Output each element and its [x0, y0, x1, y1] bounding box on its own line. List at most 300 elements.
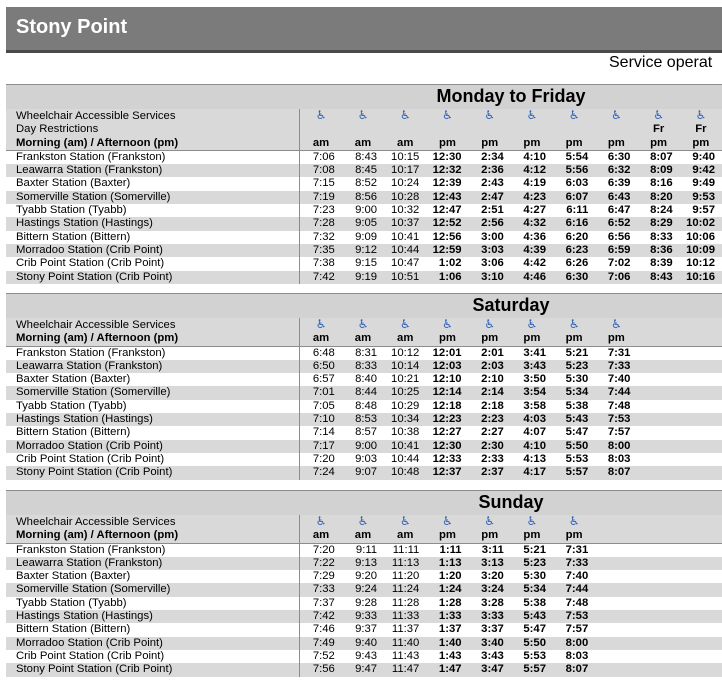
header-cell: am — [384, 137, 426, 151]
departure-time: 8:16 — [650, 177, 673, 190]
departure-time: 5:47 — [565, 426, 589, 439]
departure-time: 1:33 — [426, 610, 468, 623]
departure-time: 9:40 — [342, 637, 384, 650]
section-header — [6, 490, 722, 515]
station-name: Hastings Station (Hastings) — [6, 217, 300, 230]
departure-time: 4:17 — [511, 466, 553, 479]
station-name: Frankston Station (Frankston) — [6, 346, 300, 360]
departure-time: 10:38 — [391, 426, 420, 439]
departure-time: 9:00 — [355, 204, 378, 217]
table-row — [6, 257, 722, 270]
row-label: Morning (am) / Afternoon (pm) — [6, 137, 300, 151]
wheelchair-icon: ♿ — [680, 109, 722, 123]
departure-time: 8:56 — [342, 191, 384, 204]
departure-time: 10:12 — [391, 346, 420, 359]
departure-time — [680, 360, 722, 373]
departure-time — [637, 373, 679, 386]
departure-time: 11:43 — [391, 649, 420, 662]
departure-time: 7:35 — [300, 244, 342, 257]
departure-time: 7:40 — [607, 373, 631, 386]
header-cell — [595, 123, 637, 136]
departure-time: 7:28 — [300, 217, 342, 230]
station-name: Morradoo Station (Crib Point) — [6, 244, 300, 257]
departure-time: 7:08 — [300, 164, 342, 177]
station-name: Leawarra Station (Frankston) — [6, 360, 300, 373]
departure-time: 7:14 — [312, 426, 335, 439]
departure-time: 9:28 — [355, 596, 378, 609]
departure-time: 7:42 — [300, 271, 342, 284]
page-title: Stony Point — [16, 16, 128, 38]
header-cell: pm — [595, 332, 637, 346]
departure-time — [680, 650, 722, 663]
departure-time: 12:10 — [432, 373, 462, 386]
departure-time: 3:33 — [469, 610, 511, 623]
departure-time: 11:11 — [392, 543, 420, 556]
departure-time — [680, 583, 722, 596]
wheelchair-icon: ♿ — [300, 318, 342, 332]
departure-time: 11:33 — [384, 610, 426, 623]
departure-time: 7:31 — [607, 346, 631, 359]
table-row — [6, 177, 722, 190]
header-cell: am — [300, 332, 342, 346]
departure-time: 4:10 — [511, 440, 553, 453]
departure-time: 3:37 — [481, 623, 504, 636]
header-cell — [511, 123, 553, 136]
departure-time: 8:31 — [355, 346, 378, 359]
header-cell: am — [384, 332, 426, 346]
departure-time: 12:14 — [426, 386, 468, 399]
table-header-row — [6, 123, 722, 136]
departure-time: 11:40 — [384, 637, 426, 650]
departure-time: 6:20 — [565, 230, 589, 243]
departure-time: 7:53 — [595, 413, 637, 426]
departure-time — [595, 650, 637, 663]
departure-time: 3:28 — [481, 596, 504, 609]
departure-time: 8:09 — [637, 164, 679, 177]
wheelchair-icon: ♿ — [384, 515, 426, 529]
station-name: Bittern Station (Bittern) — [6, 623, 300, 636]
header-cell: pm — [426, 332, 468, 346]
departure-time: 10:09 — [680, 244, 722, 257]
departure-time — [680, 663, 722, 676]
departure-time: 2:30 — [469, 440, 511, 453]
departure-time: 1:28 — [438, 596, 462, 609]
departure-time — [637, 453, 679, 466]
departure-time: 7:20 — [312, 543, 335, 556]
departure-time — [637, 610, 679, 623]
departure-time: 9:42 — [680, 164, 722, 177]
departure-time: 10:21 — [391, 373, 420, 386]
departure-time: 5:38 — [565, 399, 589, 412]
departure-time: 9:49 — [692, 177, 715, 190]
departure-time: 1:37 — [438, 623, 462, 636]
departure-time: 6:23 — [553, 244, 595, 257]
table-row — [6, 570, 722, 583]
table-row — [6, 597, 722, 610]
station-name: Stony Point Station (Crib Point) — [6, 663, 300, 676]
timetable — [6, 318, 722, 480]
table-row — [6, 663, 722, 676]
departure-time: 8:48 — [355, 399, 378, 412]
wheelchair-icon — [637, 318, 679, 332]
wheelchair-row — [6, 318, 722, 332]
wheelchair-icon: ♿ — [469, 318, 511, 332]
departure-time: 10:44 — [384, 244, 426, 257]
departure-time: 7:44 — [595, 386, 637, 399]
departure-time: 1:24 — [426, 583, 468, 596]
wheelchair-icon: ♿ — [511, 318, 553, 332]
departure-time: 8:24 — [650, 204, 673, 217]
departure-time: 6:03 — [565, 177, 589, 190]
departure-time — [680, 386, 722, 399]
table-row — [6, 637, 722, 650]
departure-time: 7:49 — [300, 637, 342, 650]
departure-time — [680, 543, 722, 557]
departure-time: 7:56 — [300, 663, 342, 676]
departure-time: 3:00 — [481, 230, 504, 243]
departure-time: 8:20 — [637, 191, 679, 204]
departure-time: 2:23 — [469, 413, 511, 426]
departure-time: 8:29 — [637, 217, 679, 230]
station-name: Somerville Station (Somerville) — [6, 583, 300, 596]
wheelchair-icon: ♿ — [637, 109, 679, 123]
departure-time: 4:12 — [511, 164, 553, 177]
table-row — [6, 426, 722, 439]
departure-time: 9:19 — [342, 271, 384, 284]
departure-time: 5:43 — [553, 413, 595, 426]
departure-time: 5:43 — [511, 610, 553, 623]
header-cell: pm — [637, 137, 679, 151]
departure-time — [637, 386, 679, 399]
table-header-row — [6, 529, 722, 543]
departure-time: 1:47 — [426, 663, 468, 676]
station-name: Baxter Station (Baxter) — [6, 570, 300, 583]
departure-time: 6:56 — [607, 230, 631, 243]
departure-time: 3:50 — [523, 373, 547, 386]
departure-time: 2:01 — [481, 346, 504, 359]
departure-time: 7:15 — [312, 177, 335, 190]
service-note: Service operat — [609, 54, 713, 71]
station-name: Leawarra Station (Frankston) — [6, 557, 300, 570]
departure-time: 5:57 — [553, 466, 595, 479]
departure-time: 6:47 — [607, 204, 631, 217]
departure-time: 7:44 — [553, 583, 595, 596]
departure-time — [637, 557, 679, 570]
wheelchair-icon: ♿ — [342, 109, 384, 123]
departure-time: 3:10 — [469, 271, 511, 284]
station-name: Crib Point Station (Crib Point) — [6, 650, 300, 663]
departure-time: 8:40 — [355, 373, 378, 386]
header-cell — [426, 123, 468, 136]
table-row — [6, 164, 722, 177]
departure-time: 8:43 — [637, 271, 679, 284]
departure-time: 5:38 — [523, 596, 547, 609]
departure-time — [637, 623, 679, 636]
header-cell: am — [384, 529, 426, 543]
departure-time: 9:13 — [342, 557, 384, 570]
header-cell: pm — [469, 332, 511, 346]
header-cell: pm — [595, 137, 637, 151]
wheelchair-icon: ♿ — [384, 109, 426, 123]
departure-time: 8:45 — [342, 164, 384, 177]
departure-time: 10:24 — [391, 177, 420, 190]
table-row — [6, 413, 722, 426]
table-row — [6, 650, 722, 663]
departure-time: 11:24 — [384, 583, 426, 596]
header-cell: pm — [469, 137, 511, 151]
departure-time: 8:39 — [650, 257, 673, 270]
departure-time: 12:01 — [432, 346, 462, 359]
table-row — [6, 271, 722, 284]
departure-time: 6:52 — [595, 217, 637, 230]
departure-time — [637, 650, 679, 663]
departure-time: 12:39 — [432, 177, 462, 190]
departure-time: 9:47 — [342, 663, 384, 676]
departure-time: 3:24 — [469, 583, 511, 596]
header-cell: pm — [511, 529, 553, 543]
departure-time: 6:59 — [595, 244, 637, 257]
header-cell: Fr — [680, 123, 722, 136]
departure-time — [680, 440, 722, 453]
departure-time: 7:19 — [300, 191, 342, 204]
departure-time: 3:03 — [469, 244, 511, 257]
departure-time: 3:43 — [511, 360, 553, 373]
departure-time: 7:06 — [312, 150, 335, 163]
timetable-section — [6, 293, 722, 480]
departure-time: 5:56 — [553, 164, 595, 177]
departure-time: 7:23 — [312, 204, 335, 217]
table-row — [6, 610, 722, 623]
row-label: Day Restrictions — [6, 123, 300, 136]
wheelchair-icon: ♿ — [300, 515, 342, 529]
departure-time: 10:51 — [384, 271, 426, 284]
departure-time: 2:37 — [469, 466, 511, 479]
station-name: Morradoo Station (Crib Point) — [6, 637, 300, 650]
departure-time — [637, 543, 679, 557]
departure-time: 6:57 — [312, 373, 335, 386]
departure-time: 3:47 — [469, 663, 511, 676]
header-cell: pm — [553, 137, 595, 151]
departure-time — [680, 610, 722, 623]
row-label: Wheelchair Accessible Services — [6, 515, 300, 529]
departure-time: 3:40 — [469, 637, 511, 650]
header-cell: pm — [553, 529, 595, 543]
departure-time — [595, 543, 637, 557]
departure-time: 1:11 — [439, 543, 462, 556]
departure-time: 8:07 — [650, 150, 673, 163]
wheelchair-icon: ♿ — [511, 109, 553, 123]
departure-time: 10:37 — [384, 217, 426, 230]
wheelchair-icon — [680, 515, 722, 529]
wheelchair-icon: ♿ — [553, 109, 595, 123]
departure-time: 6:50 — [300, 360, 342, 373]
station-name: Frankston Station (Frankston) — [6, 543, 300, 557]
departure-time: 7:02 — [607, 257, 631, 270]
header-cell: pm — [511, 137, 553, 151]
wheelchair-row — [6, 109, 722, 123]
header-cell: am — [342, 529, 384, 543]
station-name: Baxter Station (Baxter) — [6, 373, 300, 386]
departure-time: 9:37 — [355, 623, 378, 636]
departure-time: 8:44 — [342, 386, 384, 399]
departure-time: 9:24 — [342, 583, 384, 596]
header-cell: Fr — [637, 123, 679, 136]
departure-time: 6:07 — [553, 191, 595, 204]
departure-time — [637, 466, 679, 479]
departure-time: 7:37 — [312, 596, 335, 609]
table-row — [6, 453, 722, 466]
departure-time: 4:10 — [523, 150, 547, 163]
timetable-section — [6, 490, 722, 677]
departure-time: 2:34 — [481, 150, 504, 163]
departure-time: 4:39 — [511, 244, 553, 257]
departure-time: 7:29 — [312, 570, 335, 583]
departure-time — [637, 440, 679, 453]
departure-time — [637, 413, 679, 426]
station-name: Baxter Station (Baxter) — [6, 177, 300, 190]
departure-time: 7:40 — [565, 570, 589, 583]
departure-time — [680, 570, 722, 583]
departure-time: 10:12 — [686, 257, 715, 270]
departure-time: 7:01 — [300, 386, 342, 399]
departure-time: 7:22 — [300, 557, 342, 570]
table-header-row — [6, 332, 722, 346]
departure-time: 10:41 — [391, 230, 420, 243]
departure-time — [637, 597, 679, 610]
table-row — [6, 191, 722, 204]
departure-time: 5:34 — [511, 583, 553, 596]
departure-time: 2:33 — [481, 452, 504, 465]
departure-time: 1:43 — [438, 649, 462, 662]
departure-time: 4:42 — [523, 257, 547, 270]
departure-time — [637, 346, 679, 360]
departure-time: 8:07 — [595, 466, 637, 479]
departure-time: 10:16 — [680, 271, 722, 284]
station-name: Stony Point Station (Crib Point) — [6, 466, 300, 479]
departure-time: 7:33 — [300, 583, 342, 596]
header-cell — [637, 332, 679, 346]
section-header — [6, 84, 722, 109]
departure-time: 9:20 — [355, 570, 378, 583]
departure-time: 1:40 — [426, 637, 468, 650]
departure-time: 4:46 — [511, 271, 553, 284]
departure-time: 9:07 — [342, 466, 384, 479]
wheelchair-icon: ♿ — [300, 109, 342, 123]
departure-time: 10:28 — [384, 191, 426, 204]
departure-time: 9:53 — [680, 191, 722, 204]
departure-time: 4:07 — [523, 426, 547, 439]
table-row — [6, 623, 722, 636]
departure-time: 9:43 — [355, 649, 378, 662]
departure-time — [680, 413, 722, 426]
departure-time: 6:32 — [595, 164, 637, 177]
departure-time: 5:53 — [523, 649, 547, 662]
table-row — [6, 217, 722, 230]
wheelchair-icon: ♿ — [342, 318, 384, 332]
departure-time: 6:30 — [553, 271, 595, 284]
header-cell — [680, 529, 722, 543]
departure-time: 2:51 — [481, 204, 504, 217]
departure-time: 1:06 — [426, 271, 468, 284]
departure-time: 6:39 — [607, 177, 631, 190]
header-cell — [300, 123, 342, 136]
header-cell — [384, 123, 426, 136]
departure-time: 3:43 — [481, 649, 504, 662]
wheelchair-icon: ♿ — [553, 515, 595, 529]
departure-time: 8:57 — [355, 426, 378, 439]
departure-time: 7:05 — [312, 399, 335, 412]
departure-time: 10:47 — [391, 257, 420, 270]
departure-time: 3:06 — [481, 257, 504, 270]
departure-time: 7:24 — [300, 466, 342, 479]
departure-time — [595, 610, 637, 623]
departure-time: 7:42 — [300, 610, 342, 623]
departure-time — [595, 570, 637, 583]
departure-time: 2:27 — [481, 426, 504, 439]
header-cell — [469, 123, 511, 136]
departure-time: 5:47 — [523, 623, 547, 636]
departure-time: 9:03 — [355, 452, 378, 465]
departure-time: 5:54 — [565, 150, 589, 163]
departure-time — [680, 637, 722, 650]
departure-time: 12:23 — [426, 413, 468, 426]
station-name: Leawarra Station (Frankston) — [6, 164, 300, 177]
header-cell: pm — [469, 529, 511, 543]
departure-time: 7:33 — [595, 360, 637, 373]
departure-time: 12:47 — [432, 204, 462, 217]
departure-time: 8:53 — [342, 413, 384, 426]
departure-time: 10:25 — [384, 386, 426, 399]
departure-time: 1:20 — [438, 570, 462, 583]
departure-time: 12:56 — [432, 230, 462, 243]
departure-time: 8:36 — [637, 244, 679, 257]
departure-time: 6:48 — [312, 346, 335, 359]
departure-time — [637, 426, 679, 439]
departure-time: 10:34 — [384, 413, 426, 426]
departure-time: 12:32 — [426, 164, 468, 177]
wheelchair-icon: ♿ — [553, 318, 595, 332]
header-cell — [680, 332, 722, 346]
departure-time: 3:41 — [523, 346, 547, 359]
departure-time: 8:33 — [342, 360, 384, 373]
header-cell — [637, 529, 679, 543]
station-name: Hastings Station (Hastings) — [6, 413, 300, 426]
departure-time: 10:32 — [391, 204, 420, 217]
station-name: Morradoo Station (Crib Point) — [6, 440, 300, 453]
departure-time: 8:07 — [553, 663, 595, 676]
table-row — [6, 583, 722, 596]
departure-time: 4:19 — [523, 177, 547, 190]
departure-time: 2:14 — [469, 386, 511, 399]
table-row — [6, 360, 722, 373]
departure-time: 7:57 — [565, 623, 589, 636]
departure-time: 7:10 — [300, 413, 342, 426]
departure-time: 7:48 — [607, 399, 631, 412]
departure-time: 5:23 — [511, 557, 553, 570]
table-header-row — [6, 137, 722, 151]
departure-time: 12:30 — [432, 150, 462, 163]
departure-time: 5:50 — [511, 637, 553, 650]
departure-time: 9:33 — [342, 610, 384, 623]
station-name: Bittern Station (Bittern) — [6, 231, 300, 244]
departure-time — [637, 637, 679, 650]
departure-time — [680, 426, 722, 439]
header-cell: pm — [426, 529, 468, 543]
header-cell — [553, 123, 595, 136]
departure-time: 2:18 — [481, 399, 504, 412]
departure-time: 8:33 — [650, 230, 673, 243]
wheelchair-icon: ♿ — [426, 318, 468, 332]
